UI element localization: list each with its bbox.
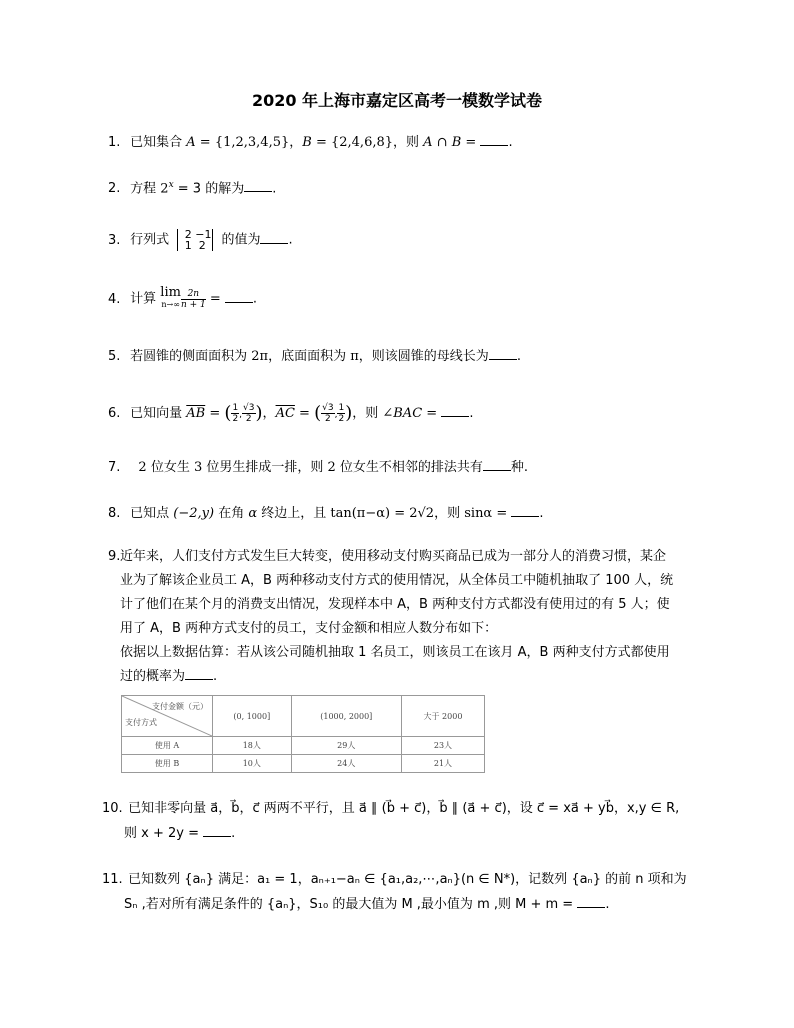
determinant: 2 −1 1 2 <box>177 229 213 251</box>
answer-blank[interactable] <box>225 290 253 303</box>
answer-blank[interactable] <box>244 179 272 192</box>
answer-blank[interactable] <box>489 347 517 360</box>
question-5: 5. 若圆锥的侧面面积为 2π，底面面积为 π，则该圆锥的母线长为 . <box>108 349 521 364</box>
answer-blank[interactable] <box>185 667 213 680</box>
question-4: 4. 计算 lim n→∞ $\frac{2n}{n + 1}$ = . <box>108 285 258 310</box>
answer-blank[interactable] <box>483 458 511 471</box>
table-corner-cell: 支付金额（元） 支付方式 <box>122 696 213 737</box>
answer-blank[interactable] <box>441 404 469 417</box>
table-row: 使用 A 18人 29人 23人 <box>122 737 485 755</box>
question-10-line-2: 则 x + 2y = . <box>124 826 236 841</box>
question-11: 11. 已知数列 {aₙ} 满足：a₁ = 1，aₙ₊₁−aₙ ∈ {a₁,a₂,⋯,aₙ}(n ∈ N*)，记数列 {aₙ} 的前 n 项和为 <box>102 872 687 887</box>
table-row: 使用 B 10人 24人 21人 <box>122 755 485 773</box>
question-3: 3. 行列式 2 −1 1 2 的值为 . <box>108 228 293 252</box>
answer-blank[interactable] <box>480 133 508 146</box>
question-2: 2. 方程 $2^x = 3$ 的解为 . <box>108 180 277 197</box>
table-header: (0, 1000] <box>213 696 292 737</box>
answer-blank[interactable] <box>203 824 231 837</box>
question-7: 7. 2 位女生 3 位男生排成一排，则 2 位女生不相邻的排法共有 种. <box>108 460 529 475</box>
question-8: 8. 已知点 (−2,y) 在角 α 终边上，且 tan(π−α) = 2√2，则 sinα = . <box>108 506 544 521</box>
answer-blank[interactable] <box>511 504 539 517</box>
payment-table <box>121 695 485 773</box>
answer-blank[interactable] <box>577 895 605 908</box>
fraction: $\frac{2n}{n + 1}$ <box>180 288 206 310</box>
limit-expression: lim n→∞ <box>160 285 181 309</box>
question-11-line-2: Sₙ ,若对所有满足条件的 {aₙ}，S₁₀ 的最大值为 M ,最小值为 m ,则 M + m = . <box>124 897 610 912</box>
answer-blank[interactable] <box>260 231 288 244</box>
question-6: 6. 已知向量 $\overline{AB}$ = ( $\frac{1}{2}$ , $\frac{√3}{2}$ )，$\overline{AC}$ = ( $\frac{√3}{2}$ , $\frac{1}{2}$ )，则 ∠BAC = . <box>108 402 474 424</box>
question-9: 近年来，人们支付方式发生巨大转变，使用移动支付购买商品已成为一部分人的消费习惯，某企 业为了解该企业员工 A，B 两种移动支付方式的使用情况，从全体员工中随机抽取了 100 人，统 计了他们在某个月的消费支出情况，发现样本中 A，B 两种支付方式都没有使用过的有 5 人；使 用了 A，B 两种方式支付的员工，支付金额和相应人数分布如下： 依据以上数据估算：若从该公司随机抽取 1 名员工，则该员工在该月 A，B 两种支付方式都使用 过的概率为 . <box>120 549 674 684</box>
question-9-number: 9. <box>108 549 121 564</box>
question-1: 1. 已知集合 A = {1,2,3,4,5}，B = {2,4,6,8}，则 A ∩ B = . <box>108 135 513 150</box>
table-header: (1000, 2000] <box>291 696 401 737</box>
question-10: 10. 已知非零向量 a⃗，b⃗，c⃗ 两两不平行，且 a⃗ ∥ (b⃗ + c⃗)，b⃗ ∥ (a⃗ + c⃗)，设 c⃗ = xa⃗ + yb⃗，x,y ∈ R, <box>102 801 680 816</box>
table-header: 大于 2000 <box>401 696 484 737</box>
exam-title: 2020 年上海市嘉定区高考一模数学试卷 <box>251 91 543 110</box>
